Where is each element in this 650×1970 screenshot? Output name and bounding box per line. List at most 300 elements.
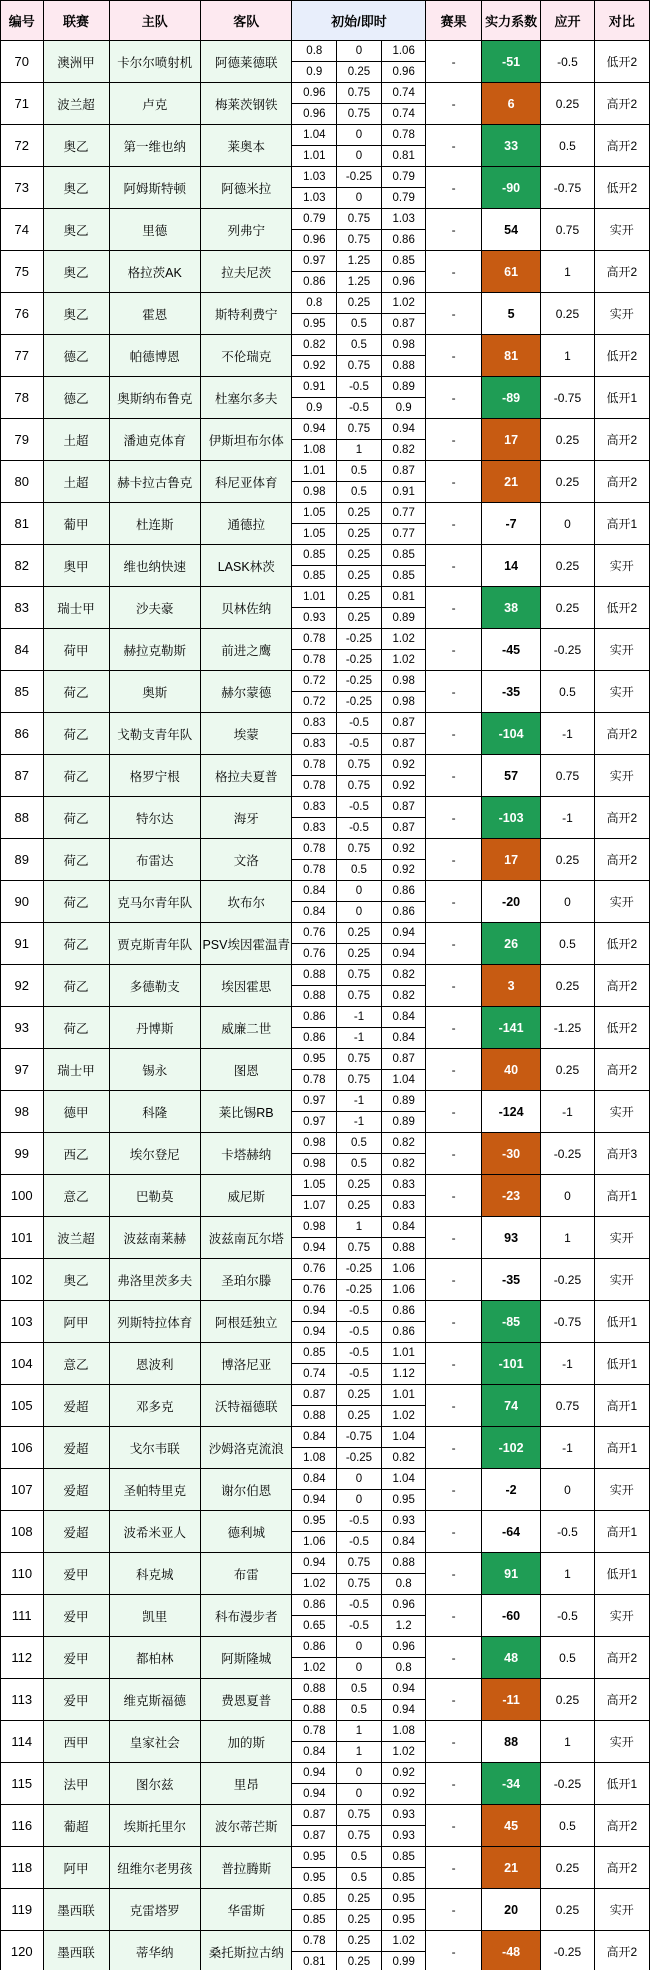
row-league[interactable]: 荷乙 xyxy=(43,671,109,713)
row-comparison[interactable]: 高开2 xyxy=(594,83,649,125)
row-away-team[interactable]: 列弗宁 xyxy=(200,209,291,251)
table-row[interactable] xyxy=(1,461,650,503)
row-comparison[interactable]: 高开1 xyxy=(594,1427,649,1469)
row-league[interactable]: 爱甲 xyxy=(43,1553,109,1595)
row-away-team[interactable]: 科布漫步者 xyxy=(200,1595,291,1637)
row-home-team[interactable]: 弗洛里茨多夫 xyxy=(109,1259,200,1301)
row-league[interactable]: 意乙 xyxy=(43,1343,109,1385)
row-home-team[interactable]: 巴勒莫 xyxy=(109,1175,200,1217)
row-home-team[interactable]: 锡永 xyxy=(109,1049,200,1091)
row-odds-handicap: 0 0 xyxy=(337,1637,382,1679)
row-odds-away: 0.92 0.92 xyxy=(381,755,426,797)
table-row[interactable] xyxy=(1,41,650,83)
row-league[interactable]: 荷乙 xyxy=(43,797,109,839)
row-league[interactable]: 奥乙 xyxy=(43,167,109,209)
row-away-team[interactable]: 格拉夫夏普 xyxy=(200,755,291,797)
row-home-team[interactable]: 科隆 xyxy=(109,1091,200,1133)
row-league[interactable]: 荷乙 xyxy=(43,755,109,797)
row-league[interactable]: 澳洲甲 xyxy=(43,41,109,83)
row-should-open: 0 xyxy=(541,503,594,545)
row-home-team[interactable]: 赫卡拉古鲁克 xyxy=(109,461,200,503)
row-league[interactable]: 荷乙 xyxy=(43,1007,109,1049)
row-should-open: 0.75 xyxy=(541,1385,594,1427)
row-home-team[interactable]: 波兹南莱赫 xyxy=(109,1217,200,1259)
row-league[interactable]: 墨西联 xyxy=(43,1931,109,1970)
row-league[interactable]: 德乙 xyxy=(43,335,109,377)
table-row[interactable] xyxy=(1,1889,650,1931)
row-result: - xyxy=(426,1511,481,1553)
table-row[interactable] xyxy=(1,1553,650,1595)
table-row[interactable] xyxy=(1,671,650,713)
table-row[interactable] xyxy=(1,923,650,965)
row-league[interactable]: 爱甲 xyxy=(43,1679,109,1721)
row-away-team[interactable]: 沙姆洛克流浪 xyxy=(200,1427,291,1469)
table-row[interactable] xyxy=(1,1679,650,1721)
row-comparison[interactable]: 实开 xyxy=(594,1721,649,1763)
table-row[interactable] xyxy=(1,1175,650,1217)
row-league[interactable]: 西乙 xyxy=(43,1133,109,1175)
row-comparison[interactable]: 低开1 xyxy=(594,1343,649,1385)
row-odds-away: 0.93 0.93 xyxy=(381,1805,426,1847)
row-id: 87 xyxy=(1,755,44,797)
row-away-team[interactable]: 埃蒙 xyxy=(200,713,291,755)
row-comparison[interactable]: 高开2 xyxy=(594,125,649,167)
table-row[interactable] xyxy=(1,1259,650,1301)
row-away-team[interactable]: 赫尔蒙德 xyxy=(200,671,291,713)
row-away-team[interactable]: 伊斯坦布尔体 xyxy=(200,419,291,461)
row-comparison[interactable]: 实开 xyxy=(594,1595,649,1637)
row-home-team[interactable]: 凯里 xyxy=(109,1595,200,1637)
row-should-open: 0.75 xyxy=(541,209,594,251)
row-comparison[interactable]: 实开 xyxy=(594,671,649,713)
row-away-team[interactable]: 阿根廷独立 xyxy=(200,1301,291,1343)
row-home-team[interactable]: 卡尔尔喷射机 xyxy=(109,41,200,83)
row-league[interactable]: 意乙 xyxy=(43,1175,109,1217)
table-row[interactable] xyxy=(1,1217,650,1259)
table-row[interactable] xyxy=(1,1091,650,1133)
row-odds-handicap: 0 0 xyxy=(337,1469,382,1511)
row-home-team[interactable]: 蒂华纳 xyxy=(109,1931,200,1970)
row-league[interactable]: 墨西联 xyxy=(43,1889,109,1931)
row-comparison[interactable]: 高开2 xyxy=(594,797,649,839)
row-league[interactable]: 爱超 xyxy=(43,1469,109,1511)
row-comparison[interactable]: 实开 xyxy=(594,209,649,251)
row-odds-away: 0.74 0.74 xyxy=(381,83,426,125)
row-comparison[interactable]: 实开 xyxy=(594,1259,649,1301)
row-away-team[interactable]: 贝林佐纳 xyxy=(200,587,291,629)
row-home-team[interactable]: 皇家社会 xyxy=(109,1721,200,1763)
row-league[interactable]: 荷乙 xyxy=(43,839,109,881)
header-result[interactable]: 赛果 xyxy=(426,1,481,41)
row-comparison[interactable]: 低开2 xyxy=(594,1007,649,1049)
row-comparison[interactable]: 高开2 xyxy=(594,1049,649,1091)
row-league[interactable]: 土超 xyxy=(43,461,109,503)
row-result: - xyxy=(426,671,481,713)
row-comparison[interactable]: 高开3 xyxy=(594,1133,649,1175)
row-away-team[interactable]: 图恩 xyxy=(200,1049,291,1091)
table-row[interactable] xyxy=(1,209,650,251)
row-comparison[interactable]: 低开2 xyxy=(594,41,649,83)
row-away-team[interactable]: 科尼亚体育 xyxy=(200,461,291,503)
row-odds-away: 0.85 0.85 xyxy=(381,545,426,587)
row-home-team[interactable]: 多德勒支 xyxy=(109,965,200,1007)
row-comparison[interactable]: 实开 xyxy=(594,545,649,587)
row-should-open: 0.75 xyxy=(541,755,594,797)
row-away-team[interactable]: 沃特福德联 xyxy=(200,1385,291,1427)
row-league[interactable]: 波兰超 xyxy=(43,1217,109,1259)
table-row[interactable] xyxy=(1,419,650,461)
table-row[interactable] xyxy=(1,1721,650,1763)
row-away-team[interactable]: 费恩夏普 xyxy=(200,1679,291,1721)
row-away-team[interactable]: 波尔蒂芒斯 xyxy=(200,1805,291,1847)
row-away-team[interactable]: 威廉二世 xyxy=(200,1007,291,1049)
row-home-team[interactable]: 潘迪克体育 xyxy=(109,419,200,461)
table-row[interactable] xyxy=(1,587,650,629)
row-home-team[interactable]: 帕德博恩 xyxy=(109,335,200,377)
table-row[interactable] xyxy=(1,167,650,209)
header-home[interactable]: 主队 xyxy=(109,1,200,41)
row-away-team[interactable]: 普拉腾斯 xyxy=(200,1847,291,1889)
row-away-team[interactable]: 谢尔伯恩 xyxy=(200,1469,291,1511)
row-id: 82 xyxy=(1,545,44,587)
row-comparison[interactable]: 高开1 xyxy=(594,1385,649,1427)
table-row[interactable] xyxy=(1,1931,650,1970)
row-id: 108 xyxy=(1,1511,44,1553)
row-away-team[interactable]: 斯特利费宁 xyxy=(200,293,291,335)
row-id: 90 xyxy=(1,881,44,923)
row-comparison[interactable]: 实开 xyxy=(594,1469,649,1511)
row-strength-coefficient: -85 xyxy=(481,1301,541,1343)
row-home-team[interactable]: 圣帕特里克 xyxy=(109,1469,200,1511)
table-row[interactable] xyxy=(1,1049,650,1091)
table-row[interactable] xyxy=(1,83,650,125)
header-odds[interactable]: 初始/即时 xyxy=(292,1,426,41)
row-away-team[interactable]: 拉夫尼茨 xyxy=(200,251,291,293)
row-comparison[interactable]: 实开 xyxy=(594,1091,649,1133)
row-should-open: -0.25 xyxy=(541,1259,594,1301)
table-row[interactable] xyxy=(1,251,650,293)
row-comparison[interactable]: 高开2 xyxy=(594,461,649,503)
row-comparison[interactable]: 低开2 xyxy=(594,167,649,209)
row-home-team[interactable]: 特尔达 xyxy=(109,797,200,839)
row-home-team[interactable]: 克雷塔罗 xyxy=(109,1889,200,1931)
row-league[interactable]: 西甲 xyxy=(43,1721,109,1763)
row-odds-away: 0.96 0.8 xyxy=(381,1637,426,1679)
header-away[interactable]: 客队 xyxy=(200,1,291,41)
row-odds-handicap: 0 0 xyxy=(337,1763,382,1805)
row-odds-handicap: 0.75 0.75 xyxy=(337,1805,382,1847)
row-league[interactable]: 奥乙 xyxy=(43,125,109,167)
table-header-row xyxy=(1,1,650,41)
row-home-team[interactable]: 埃尔登尼 xyxy=(109,1133,200,1175)
row-home-team[interactable]: 卢克 xyxy=(109,83,200,125)
table-row[interactable] xyxy=(1,1595,650,1637)
table-row[interactable] xyxy=(1,881,650,923)
row-id: 83 xyxy=(1,587,44,629)
row-id: 84 xyxy=(1,629,44,671)
row-home-team[interactable]: 克马尔青年队 xyxy=(109,881,200,923)
row-odds-home: 0.85 0.85 xyxy=(292,545,337,587)
row-home-team[interactable]: 霍恩 xyxy=(109,293,200,335)
row-league[interactable]: 德乙 xyxy=(43,377,109,419)
row-odds-handicap: -1 -1 xyxy=(337,1091,382,1133)
row-away-team[interactable]: PSV埃因霍温青 xyxy=(200,923,291,965)
row-away-team[interactable]: 阿斯隆城 xyxy=(200,1637,291,1679)
row-away-team[interactable]: 阿德莱德联 xyxy=(200,41,291,83)
row-comparison[interactable]: 高开2 xyxy=(594,1847,649,1889)
row-home-team[interactable]: 戈尔韦联 xyxy=(109,1427,200,1469)
row-away-team[interactable]: 文洛 xyxy=(200,839,291,881)
row-comparison[interactable]: 高开2 xyxy=(594,965,649,1007)
row-league[interactable]: 德甲 xyxy=(43,1091,109,1133)
table-row[interactable] xyxy=(1,1847,650,1889)
row-odds-home: 0.85 0.85 xyxy=(292,1889,337,1931)
row-comparison[interactable]: 高开2 xyxy=(594,251,649,293)
row-odds-away: 1.03 0.86 xyxy=(381,209,426,251)
row-home-team[interactable]: 埃斯托里尔 xyxy=(109,1805,200,1847)
row-away-team[interactable]: 布雷 xyxy=(200,1553,291,1595)
row-odds-away: 0.82 0.82 xyxy=(381,965,426,1007)
row-league[interactable]: 奥乙 xyxy=(43,293,109,335)
row-league[interactable]: 奥甲 xyxy=(43,545,109,587)
row-home-team[interactable]: 维也纳快速 xyxy=(109,545,200,587)
row-comparison[interactable]: 高开1 xyxy=(594,1175,649,1217)
table-row[interactable] xyxy=(1,1301,650,1343)
row-home-team[interactable]: 格罗宁根 xyxy=(109,755,200,797)
row-comparison[interactable]: 实开 xyxy=(594,293,649,335)
row-comparison[interactable]: 低开1 xyxy=(594,1763,649,1805)
row-league[interactable]: 荷乙 xyxy=(43,881,109,923)
header-open[interactable]: 应开 xyxy=(541,1,594,41)
table-row[interactable] xyxy=(1,1427,650,1469)
row-away-team[interactable]: 坎布尔 xyxy=(200,881,291,923)
row-away-team[interactable]: 杜塞尔多夫 xyxy=(200,377,291,419)
table-row[interactable] xyxy=(1,797,650,839)
table-row[interactable] xyxy=(1,1007,650,1049)
row-league[interactable]: 爱甲 xyxy=(43,1595,109,1637)
row-comparison[interactable]: 实开 xyxy=(594,755,649,797)
row-home-team[interactable]: 布雷达 xyxy=(109,839,200,881)
row-home-team[interactable]: 列斯特拉体育 xyxy=(109,1301,200,1343)
header-compare[interactable]: 对比 xyxy=(594,1,649,41)
row-odds-handicap: 0 0 xyxy=(337,881,382,923)
row-odds-away: 0.83 0.83 xyxy=(381,1175,426,1217)
row-comparison[interactable]: 实开 xyxy=(594,1889,649,1931)
row-comparison[interactable]: 低开2 xyxy=(594,587,649,629)
table-row[interactable] xyxy=(1,629,650,671)
header-id[interactable]: 编号 xyxy=(1,1,44,41)
row-away-team[interactable]: 博洛尼亚 xyxy=(200,1343,291,1385)
row-result: - xyxy=(426,1637,481,1679)
row-away-team[interactable]: 埃因霍思 xyxy=(200,965,291,1007)
row-result: - xyxy=(426,797,481,839)
row-comparison[interactable]: 高开2 xyxy=(594,1637,649,1679)
row-home-team[interactable]: 丹博斯 xyxy=(109,1007,200,1049)
table-row[interactable] xyxy=(1,545,650,587)
row-league[interactable]: 荷乙 xyxy=(43,965,109,1007)
row-odds-away: 1.02 0.99 xyxy=(381,1931,426,1970)
row-home-team[interactable]: 都柏林 xyxy=(109,1637,200,1679)
table-row[interactable] xyxy=(1,125,650,167)
row-league[interactable]: 荷甲 xyxy=(43,629,109,671)
header-strength[interactable]: 实力系数 xyxy=(481,1,541,41)
row-away-team[interactable]: 阿德米拉 xyxy=(200,167,291,209)
row-home-team[interactable]: 杜连斯 xyxy=(109,503,200,545)
row-home-team[interactable]: 赫拉克勒斯 xyxy=(109,629,200,671)
row-away-team[interactable]: 圣珀尔滕 xyxy=(200,1259,291,1301)
row-odds-home: 0.95 0.78 xyxy=(292,1049,337,1091)
row-league[interactable]: 葡甲 xyxy=(43,503,109,545)
row-home-team[interactable]: 里德 xyxy=(109,209,200,251)
row-league[interactable]: 波兰超 xyxy=(43,83,109,125)
row-away-team[interactable]: 前进之鹰 xyxy=(200,629,291,671)
row-strength-coefficient: 38 xyxy=(481,587,541,629)
row-odds-away: 0.87 1.04 xyxy=(381,1049,426,1091)
row-comparison[interactable]: 高开1 xyxy=(594,503,649,545)
row-odds-home: 0.98 0.98 xyxy=(292,1133,337,1175)
row-home-team[interactable]: 格拉茨AK xyxy=(109,251,200,293)
row-result: - xyxy=(426,461,481,503)
row-league[interactable]: 瑞士甲 xyxy=(43,1049,109,1091)
row-away-team[interactable]: 梅莱茨钢铁 xyxy=(200,83,291,125)
table-row[interactable] xyxy=(1,713,650,755)
row-league[interactable]: 法甲 xyxy=(43,1763,109,1805)
row-comparison[interactable]: 高开2 xyxy=(594,419,649,461)
row-away-team[interactable]: 华雷斯 xyxy=(200,1889,291,1931)
table-row[interactable] xyxy=(1,377,650,419)
row-league[interactable]: 阿甲 xyxy=(43,1847,109,1889)
row-league[interactable]: 葡超 xyxy=(43,1805,109,1847)
row-comparison[interactable]: 低开2 xyxy=(594,335,649,377)
row-comparison[interactable]: 高开2 xyxy=(594,1679,649,1721)
row-strength-coefficient: 33 xyxy=(481,125,541,167)
row-away-team[interactable]: 通德拉 xyxy=(200,503,291,545)
row-home-team[interactable]: 贾克斯青年队 xyxy=(109,923,200,965)
row-home-team[interactable]: 戈勒支青年队 xyxy=(109,713,200,755)
row-comparison[interactable]: 实开 xyxy=(594,1217,649,1259)
row-away-team[interactable]: 卡塔赫纳 xyxy=(200,1133,291,1175)
row-comparison[interactable]: 低开1 xyxy=(594,1553,649,1595)
table-row[interactable] xyxy=(1,965,650,1007)
table-row[interactable] xyxy=(1,335,650,377)
row-odds-away: 0.89 0.9 xyxy=(381,377,426,419)
row-away-team[interactable]: 莱比锡RB xyxy=(200,1091,291,1133)
row-home-team[interactable]: 纽维尔老男孩 xyxy=(109,1847,200,1889)
row-home-team[interactable]: 科克城 xyxy=(109,1553,200,1595)
row-away-team[interactable]: 里昂 xyxy=(200,1763,291,1805)
table-row[interactable] xyxy=(1,1637,650,1679)
row-away-team[interactable]: 波兹南瓦尔塔 xyxy=(200,1217,291,1259)
row-result: - xyxy=(426,1007,481,1049)
row-away-team[interactable]: LASK林茨 xyxy=(200,545,291,587)
row-id: 101 xyxy=(1,1217,44,1259)
row-comparison[interactable]: 高开2 xyxy=(594,713,649,755)
table-row[interactable] xyxy=(1,1343,650,1385)
row-should-open: 0.25 xyxy=(541,461,594,503)
row-league[interactable]: 爱超 xyxy=(43,1385,109,1427)
row-away-team[interactable]: 海牙 xyxy=(200,797,291,839)
row-away-team[interactable]: 不伦瑞克 xyxy=(200,335,291,377)
header-league[interactable]: 联赛 xyxy=(43,1,109,41)
row-strength-coefficient: 21 xyxy=(481,1847,541,1889)
row-league[interactable]: 奥乙 xyxy=(43,1259,109,1301)
row-comparison[interactable]: 高开2 xyxy=(594,1805,649,1847)
row-league[interactable]: 荷乙 xyxy=(43,713,109,755)
row-league[interactable]: 瑞士甲 xyxy=(43,587,109,629)
row-comparison[interactable]: 实开 xyxy=(594,629,649,671)
row-odds-handicap: 0.75 1 xyxy=(337,419,382,461)
row-comparison[interactable]: 实开 xyxy=(594,881,649,923)
row-strength-coefficient: 20 xyxy=(481,1889,541,1931)
row-strength-coefficient: 81 xyxy=(481,335,541,377)
row-strength-coefficient: 26 xyxy=(481,923,541,965)
row-odds-handicap: 0.25 0.25 xyxy=(337,1175,382,1217)
row-comparison[interactable]: 高开1 xyxy=(594,1511,649,1553)
row-should-open: -0.5 xyxy=(541,41,594,83)
row-away-team[interactable]: 德利城 xyxy=(200,1511,291,1553)
row-home-team[interactable]: 图尔兹 xyxy=(109,1763,200,1805)
row-strength-coefficient: -20 xyxy=(481,881,541,923)
row-away-team[interactable]: 威尼斯 xyxy=(200,1175,291,1217)
table-row[interactable] xyxy=(1,755,650,797)
row-odds-home: 0.91 0.9 xyxy=(292,377,337,419)
row-league[interactable]: 奥乙 xyxy=(43,209,109,251)
row-home-team[interactable]: 邓多克 xyxy=(109,1385,200,1427)
row-home-team[interactable]: 第一维也纳 xyxy=(109,125,200,167)
row-comparison[interactable]: 高开2 xyxy=(594,839,649,881)
table-row[interactable] xyxy=(1,1511,650,1553)
row-home-team[interactable]: 奥斯 xyxy=(109,671,200,713)
row-result: - xyxy=(426,1679,481,1721)
table-row[interactable] xyxy=(1,293,650,335)
row-odds-home: 0.95 1.06 xyxy=(292,1511,337,1553)
row-league[interactable]: 奥乙 xyxy=(43,251,109,293)
row-league[interactable]: 爱超 xyxy=(43,1427,109,1469)
row-league[interactable]: 荷乙 xyxy=(43,923,109,965)
row-id: 77 xyxy=(1,335,44,377)
row-comparison[interactable]: 低开1 xyxy=(594,377,649,419)
row-away-team[interactable]: 加的斯 xyxy=(200,1721,291,1763)
row-result: - xyxy=(426,125,481,167)
row-odds-handicap: -0.5 -0.5 xyxy=(337,377,382,419)
row-comparison[interactable]: 低开1 xyxy=(594,1301,649,1343)
table-row[interactable] xyxy=(1,1763,650,1805)
table-row[interactable] xyxy=(1,1385,650,1427)
row-away-team[interactable]: 莱奥本 xyxy=(200,125,291,167)
table-row[interactable] xyxy=(1,1469,650,1511)
row-comparison[interactable]: 低开2 xyxy=(594,923,649,965)
table-row[interactable] xyxy=(1,1133,650,1175)
row-home-team[interactable]: 沙夫豪 xyxy=(109,587,200,629)
row-should-open: -1.25 xyxy=(541,1007,594,1049)
table-row[interactable] xyxy=(1,839,650,881)
row-strength-coefficient: 48 xyxy=(481,1637,541,1679)
row-league[interactable]: 阿甲 xyxy=(43,1301,109,1343)
row-league[interactable]: 爱超 xyxy=(43,1511,109,1553)
row-home-team[interactable]: 波希米亚人 xyxy=(109,1511,200,1553)
row-home-team[interactable]: 恩波利 xyxy=(109,1343,200,1385)
row-away-team[interactable]: 桑托斯拉古纳 xyxy=(200,1931,291,1970)
row-league[interactable]: 爱甲 xyxy=(43,1637,109,1679)
row-home-team[interactable]: 维克斯福德 xyxy=(109,1679,200,1721)
row-comparison[interactable]: 高开2 xyxy=(594,1931,649,1970)
table-row[interactable] xyxy=(1,1805,650,1847)
row-home-team[interactable]: 阿姆斯特顿 xyxy=(109,167,200,209)
row-league[interactable]: 土超 xyxy=(43,419,109,461)
row-home-team[interactable]: 奥斯纳布鲁克 xyxy=(109,377,200,419)
row-odds-home: 0.84 1.08 xyxy=(292,1427,337,1469)
table-row[interactable] xyxy=(1,503,650,545)
